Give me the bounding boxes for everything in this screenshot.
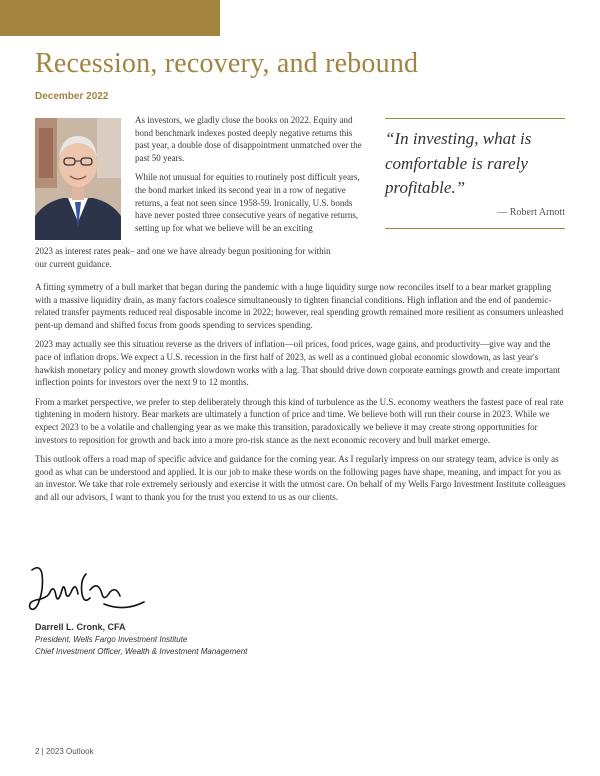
author-portrait <box>35 118 121 240</box>
signatory-name: Darrell L. Cronk, CFA <box>35 622 126 632</box>
intro-paragraph-1: As investors, we gladly close the books on 2022. Equity and bond benchmark indexes posted deeply negative returns this past year, a double dose of disappointment unmatched over the past 50 years. <box>135 115 362 163</box>
intro-paragraph-2: While not unusual for equities to routinely post difficult years, the bond market inked its second year in a row of negative returns, a feat not seen since 1958-59. Ironically, U.S. bonds have never posted three consecutive years of negative returns, setting up for what we believe will be an exciting <box>135 172 360 233</box>
body-paragraph-3: A fitting symmetry of a bull market that began during the pandemic with a huge liquidity surge now reconciles itself to a bear market grappling with a massive liquidity drain, as many factors coalesce simultaneously to tighten financial conditions. High inflation and the end of pandemic-related transfer payments reduced real disposable income in 2022; however, real spending growth remained more resilient as consumers unleashed pent-up demand and shifted focus from goods spending to services spending. <box>35 282 564 330</box>
body-paragraph-6: This outlook offers a road map of specific advice and guidance for the coming year. As I regularly impress on our strategy team, advice is only as good as what can be understood and applied. It is our job to make these words on the following pages have shape, meaning, and impact for you as an investor. We take that role extremely seriously and exercise it with the utmost care. On behalf of my Wells Fargo Investment Institute colleagues and all our advisors, I want to thank you for the trust you extend to us as our clients. <box>35 454 566 502</box>
pull-quote <box>385 118 565 229</box>
header-accent-bar <box>0 0 220 36</box>
page-title: Recession, recovery, and rebound <box>35 48 419 79</box>
signature <box>20 560 150 618</box>
intro-paragraph-2-tail: 2023 as interest rates peak– and one we have already begun positioning for within our current guidance. <box>35 246 331 269</box>
body-text <box>35 281 567 504</box>
page-footer: 2 | 2023 Outlook <box>35 747 94 756</box>
body-paragraph-4: 2023 may actually see this situation reverse as the drivers of inflation—oil prices, food prices, wage gains, and productivity—give way and the pace of inflation drops. We expect a U.S. recession in the first half of 2023, as well as a continued global economic slowdown, as last year's hawkish monetary policy and money growth slowdown works with a lag. That should drive down corporate earnings growth and create important inflection points for investors over the next 9 to 12 months. <box>35 339 560 388</box>
signatory-role-2: Chief Investment Officer, Wealth & Investment Management <box>35 647 248 656</box>
pull-quote-attribution: — Robert Arnott <box>497 206 565 218</box>
body-paragraph-5: From a market perspective, we prefer to step deliberately through this kind of turbulence as the U.S. economy weathers the fastest pace of real rate tightening in modern history. Bear markets are ultimately a function of price and time. We believe both will run their course in 2023. While we expect 2023 to be a volatile and challenging year as we make this transition, paradoxically we believe it may create strong opportunities for investors to reposition for growth and back into a more pro-risk stance as the next economic recovery and bull market emerge. <box>35 396 564 445</box>
pull-quote-text: “In investing, what is comfortable is rarely profitable.” <box>385 129 532 197</box>
intro-text <box>135 114 367 234</box>
intro-paragraph-2-continued <box>35 245 335 270</box>
signatory-role-1: President, Wells Fargo Investment Institute <box>35 635 188 644</box>
publication-date: December 2022 <box>35 91 109 102</box>
